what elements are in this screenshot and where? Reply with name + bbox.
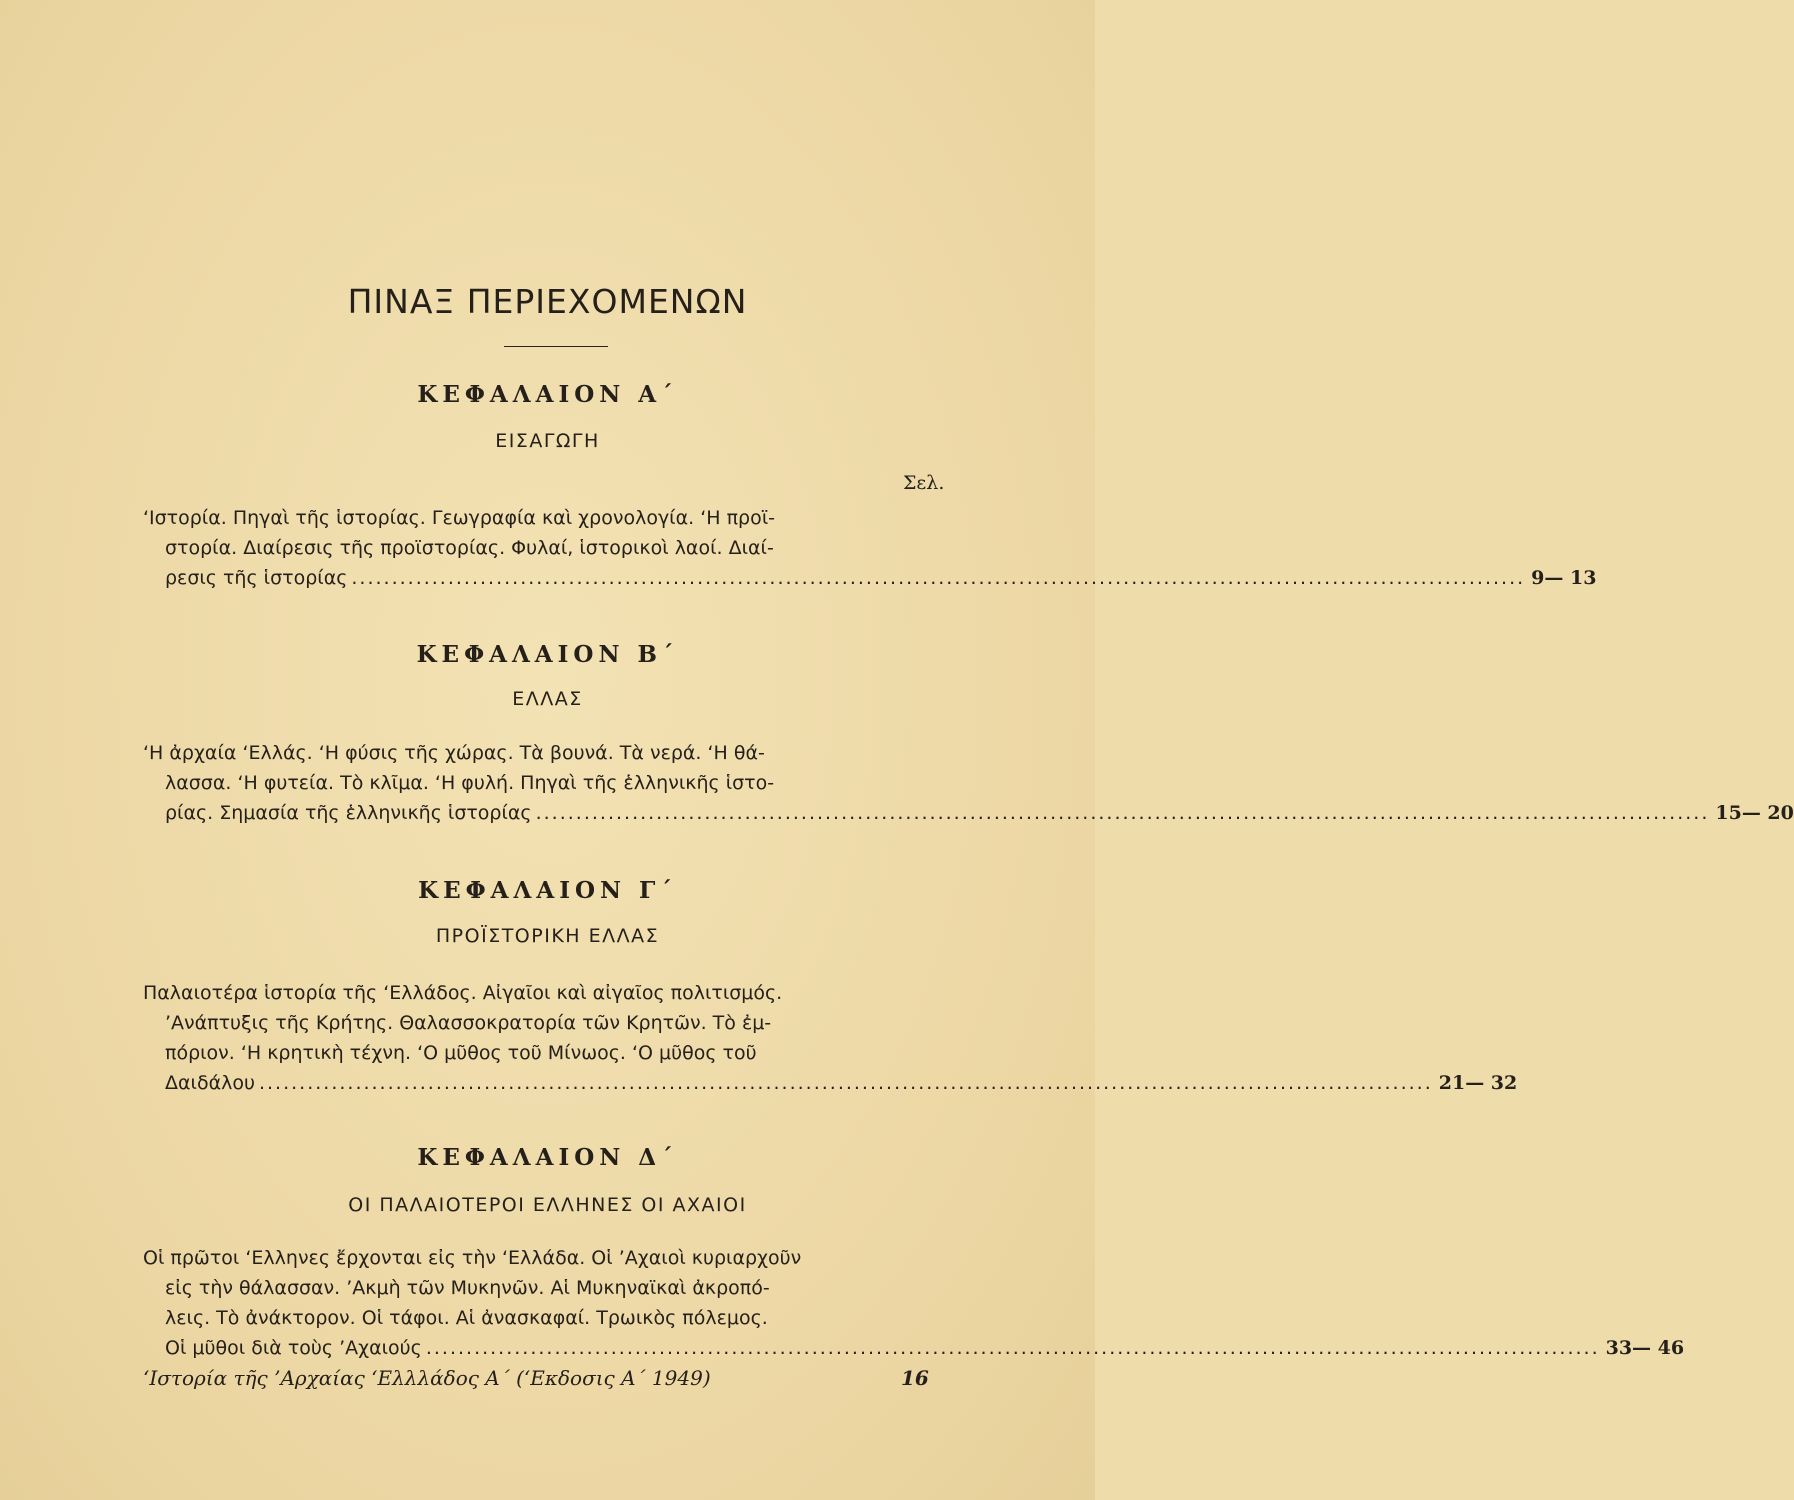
toc-entry (143, 1243, 1685, 1363)
toc-entry (143, 978, 1518, 1098)
entry-line: ρίας. Σημασία τῆς ἑλληνικῆς ἱστορίας (165, 802, 532, 824)
entry-line: λεις. Τὸ ἀνάκτορον. Οἱ τάφοι. Αἱ ἀνασκαφαί. Τρωικὸς πόλεμος. (165, 1307, 768, 1329)
toc-entry (143, 738, 1794, 828)
chapter-subtitle: ΕΙΣΑΓΩΓΗ (495, 430, 600, 452)
page-range: 21— 32 (1438, 1072, 1518, 1094)
entry-last-line (143, 1068, 1518, 1098)
chapter-subtitle: ΕΛΛΑΣ (512, 688, 583, 710)
entry-line: λασσα. ‘Η φυτεία. Τὸ κλῖμα. ‘Η φυλή. Πηγαὶ τῆς ἑλληνικῆς ἱστο- (165, 772, 775, 794)
entry-last-line (143, 1333, 1685, 1363)
toc-entry (143, 503, 1597, 593)
dot-leader: .................................................................................................................................................. (535, 802, 1710, 824)
entry-line: ρεσις τῆς ἱστορίας (165, 567, 348, 589)
entry-line: Δαιδάλου (165, 1072, 255, 1094)
entry-line: ‘Η ἀρχαία ‘Ελλάς. ‘Η φύσις τῆς χώρας. Τὰ βουνά. Τὰ νερά. ‘Η θά- (143, 742, 765, 764)
entry-line: ’Ανάπτυξις τῆς Κρήτης. Θαλασσοκρατορία τῶν Κρητῶν. Τὸ ἐμ- (165, 1012, 772, 1034)
dot-leader: .................................................................................................................................................. (258, 1072, 1433, 1094)
entry-line: ‘Ιστορία. Πηγαὶ τῆς ἱστορίας. Γεωγραφία καὶ χρονολογία. ‘Η προϊ- (143, 507, 775, 529)
entry-line: Οἱ πρῶτοι ‘Ελληνες ἔρχονται εἰς τὴν ‘Ελλάδα. Οἱ ’Αχαιοὶ κυριαρχοῦν (143, 1247, 802, 1269)
entry-last-line (143, 563, 1597, 593)
chapter-heading: ΚΕΦΑΛΑΙΟΝ Α΄ (417, 381, 678, 408)
title-rule (504, 346, 608, 347)
dot-leader: .................................................................................................................................................. (425, 1337, 1600, 1359)
chapter-heading: ΚΕΦΑΛΑΙΟΝ Γ΄ (418, 877, 677, 904)
page-title: ΠΙΝΑΞ ΠΕΡΙΕΧΟΜΕΝΩΝ (347, 282, 748, 321)
dot-leader: .................................................................................................................................................. (351, 567, 1526, 589)
chapter-heading: ΚΕΦΑΛΑΙΟΝ Δ΄ (417, 1144, 678, 1171)
entry-line: Οἱ μῦθοι διὰ τοὺς ’Αχαιούς (165, 1337, 422, 1359)
page-range: 33— 46 (1605, 1337, 1685, 1359)
page-range: 9— 13 (1531, 567, 1597, 589)
chapter-subtitle: ΠΡΟΪΣΤΟΡΙΚΗ ΕΛΛΑΣ (435, 925, 660, 947)
pages-column-label: Σελ. (903, 472, 945, 494)
footer-book-title: ‘Ιστορία τῆς ’Αρχαίας ‘Ελλλάδος Α΄ (‘Εκδοσις Α΄ 1949) (143, 1366, 711, 1390)
entry-line: πόριον. ‘Η κρητικὴ τέχνη. ‘Ο μῦθος τοῦ Μίνωος. ‘Ο μῦθος τοῦ (165, 1042, 757, 1064)
entry-last-line (143, 798, 1794, 828)
page-footer (143, 1366, 963, 1390)
entry-line: εἰς τὴν θάλασσαν. ’Ακμὴ τῶν Μυκηνῶν. Αἱ Μυκηναϊκαὶ ἀκροπό- (165, 1277, 770, 1299)
chapter-heading: ΚΕΦΑΛΑΙΟΝ Β΄ (416, 641, 679, 668)
entry-line: Παλαιοτέρα ἱστορία τῆς ‘Ελλάδος. Αἰγαῖοι καὶ αἰγαῖος πολιτισμός. (143, 982, 783, 1004)
page-range: 15— 20 (1715, 802, 1794, 824)
entry-line: στορία. Διαίρεσις τῆς προϊστορίας. Φυλαί, ἱστορικοὶ λαοί. Διαί- (165, 537, 774, 559)
chapter-subtitle: ΟΙ ΠΑΛΑΙΟΤΕΡΟΙ ΕΛΛΗΝΕΣ ΟΙ ΑΧΑΙΟΙ (348, 1194, 747, 1216)
footer-signature-number: 16 (901, 1366, 929, 1390)
